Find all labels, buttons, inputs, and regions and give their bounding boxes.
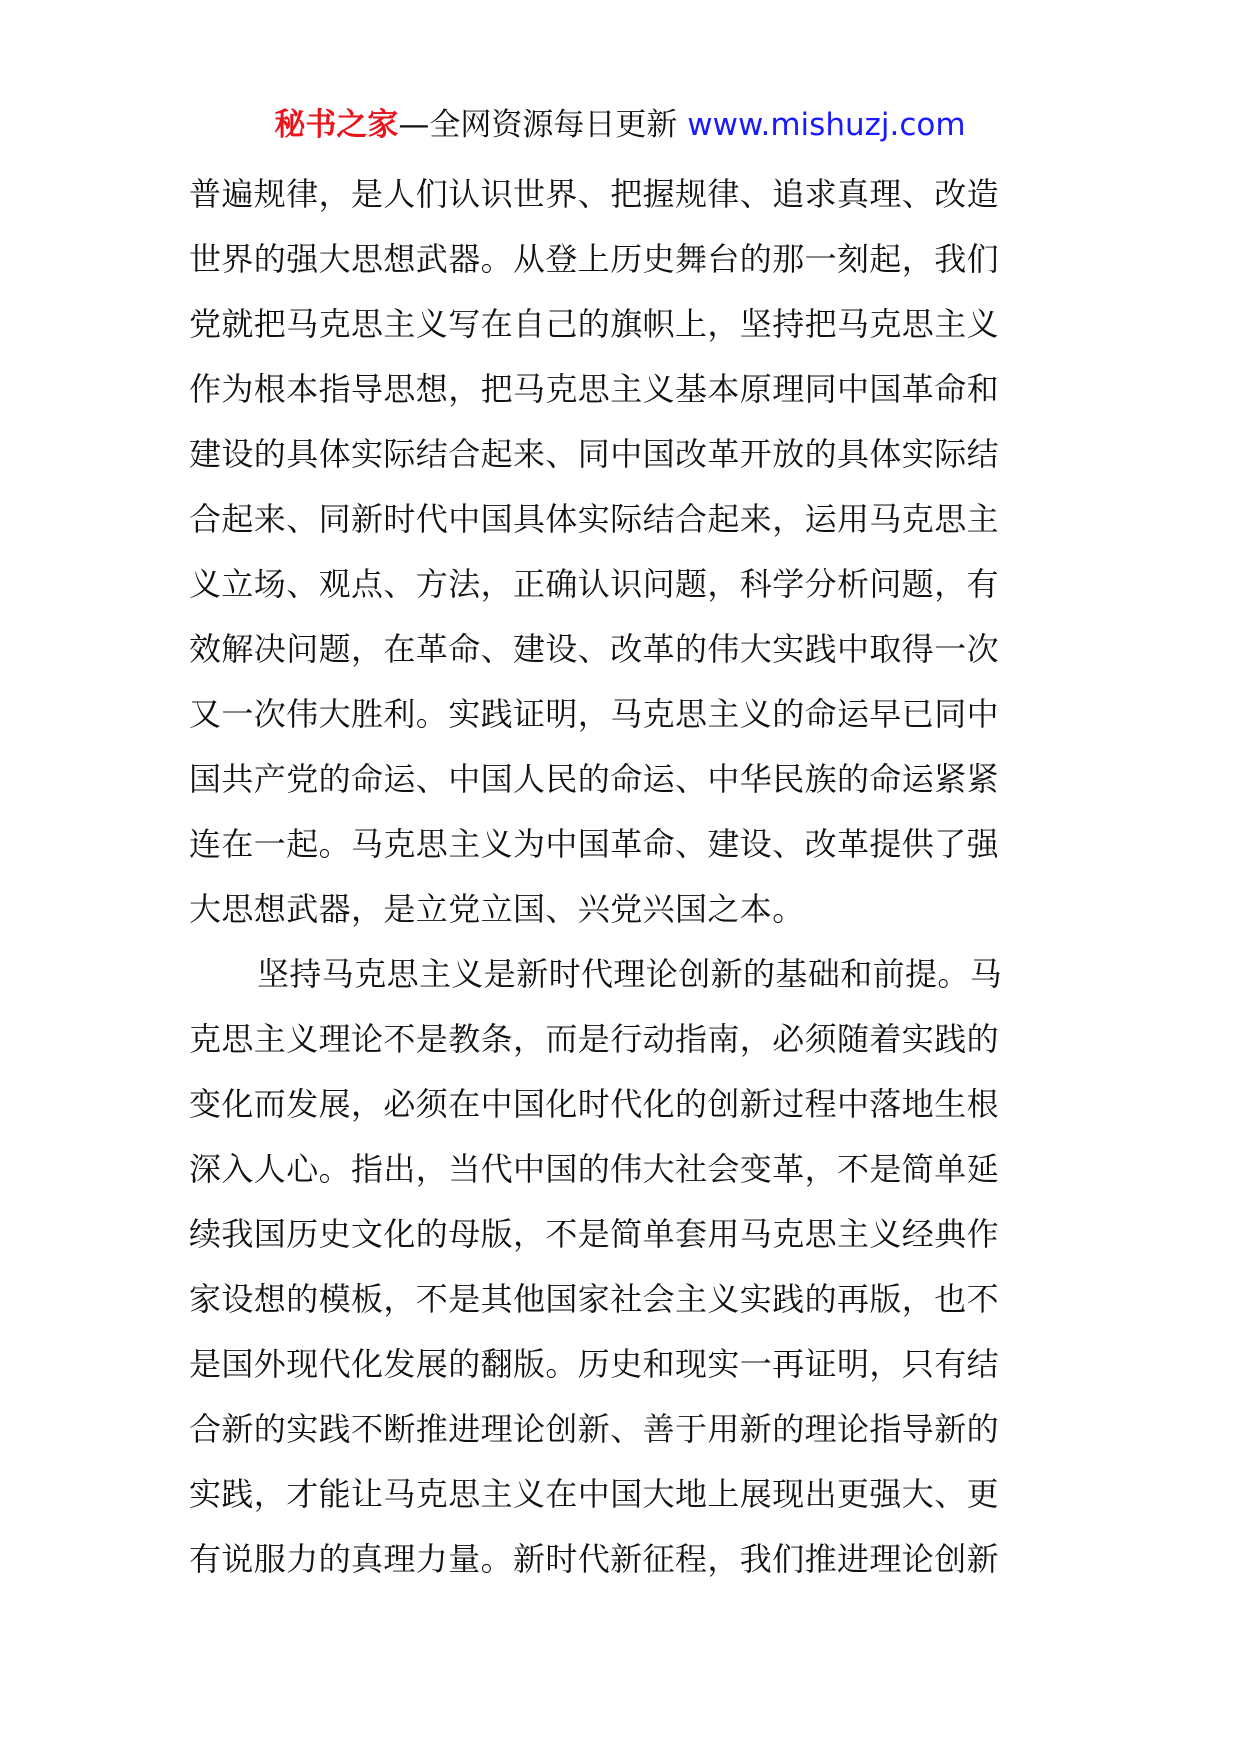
paragraph-start-line: 坚持马克思主义是新时代理论创新的基础和前提。马 [257,955,1003,993]
text-line: 连在一起。马克思主义为中国革命、建设、改革提供了强 [189,825,1000,863]
text-line: 有说服力的真理力量。新时代新征程，我们推进理论创新 [189,1540,1000,1578]
text-line: 建设的具体实际结合起来、同中国改革开放的具体实际结 [189,435,1000,473]
site-brand: 秘书之家 [274,107,399,143]
site-url-link[interactable]: www.mishuzj.com [687,107,966,143]
text-line: 续我国历史文化的母版，不是简单套用马克思主义经典作 [189,1215,1000,1253]
text-line: 合起来、同新时代中国具体实际结合起来，运用马克思主 [189,500,1000,538]
text-line: 又一次伟大胜利。实践证明，马克思主义的命运早已同中 [189,695,1000,733]
text-line: 合新的实践不断推进理论创新、善于用新的理论指导新的 [189,1410,1000,1448]
text-line: 变化而发展，必须在中国化时代化的创新过程中落地生根 [189,1085,1000,1123]
text-line: 作为根本指导思想，把马克思主义基本原理同中国革命和 [189,370,1000,408]
site-header [0,100,1240,150]
site-tagline: —全网资源每日更新 [398,107,688,143]
text-line: 深入人心。指出，当代中国的伟大社会变革，不是简单延 [189,1150,1000,1188]
text-line: 效解决问题，在革命、建设、改革的伟大实践中取得一次 [189,630,1000,668]
text-line: 是国外现代化发展的翻版。历史和现实一再证明，只有结 [189,1345,1000,1383]
text-line: 义立场、观点、方法，正确认识问题，科学分析问题，有 [189,565,1000,603]
text-line: 普遍规律，是人们认识世界、把握规律、追求真理、改造 [189,175,1000,213]
text-line: 党就把马克思主义写在自己的旗帜上，坚持把马克思主义 [189,305,1000,343]
text-line: 大思想武器，是立党立国、兴党兴国之本。 [189,890,805,928]
text-line: 克思主义理论不是教条，而是行动指南，必须随着实践的 [189,1020,1000,1058]
text-line: 世界的强大思想武器。从登上历史舞台的那一刻起，我们 [189,240,1000,278]
text-line: 家设想的模板，不是其他国家社会主义实践的再版，也不 [189,1280,1000,1318]
text-line: 实践，才能让马克思主义在中国大地上展现出更强大、更 [189,1475,1000,1513]
document-body [189,162,1059,1592]
text-line: 国共产党的命运、中国人民的命运、中华民族的命运紧紧 [189,760,1000,798]
